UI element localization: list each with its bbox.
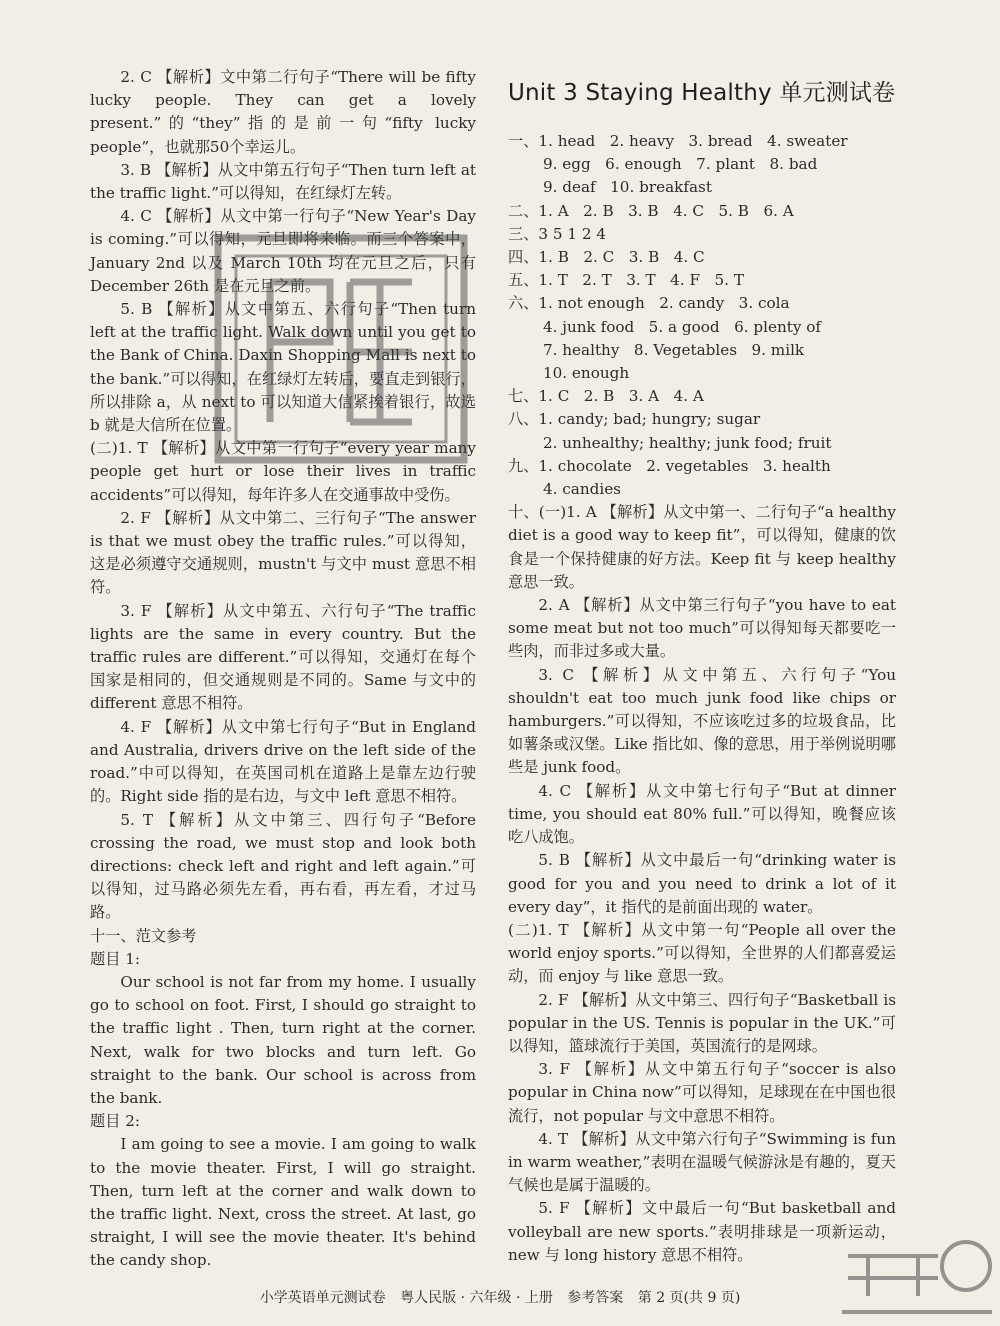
- right-paragraph: 4. T 【解析】从文中第六行句子“Swimming is fun in warm weather,”表明在温暖气候游泳是有趣的，夏天气候也是属于温暖的。: [508, 1129, 896, 1195]
- right-paragraph: 5. B 【解析】从文中最后一句“drinking water is good for you and you need to drink a lot of it every day”，it 指代的是前面出现的 water。: [508, 851, 896, 916]
- left-paragraph: 5. T 【解析】从文中第三、四行句子“Before crossing the road, we must stop and look both directions: check left and right and left again.”可以得知，过马路必须先左看，再右看，再左看，才过马路。: [90, 810, 476, 922]
- answer-line: 10. enough: [542, 364, 630, 383]
- unit-title: Unit 3 Staying Healthy 单元测试卷: [508, 80, 896, 106]
- answer-line: 一、1. head 2. heavy 3. bread 4. sweater: [508, 132, 848, 150]
- right-paragraph: 3. F 【解析】从文中第五行句子“soccer is also popular in China now”可以得知，足球现在在中国也很流行，not popular 与文中意思不相符。: [508, 1060, 896, 1125]
- right-paragraph: 3. C 【解析】从文中第五、六行句子“You shouldn't eat too much junk food like chips or hamburgers.”可以得知，不应该吃过多的垃圾食品，比如薯条或汉堡。Like 指比如、像的意思，用于举例说明哪些是 junk food。: [508, 665, 896, 777]
- answer-line: 五、1. T 2. T 3. T 4. F 5. T: [508, 271, 744, 290]
- footer-book-title: 小学英语单元测试卷: [259, 1290, 386, 1306]
- left-paragraph: 4. F 【解析】从文中第七行句子“But in England and Australia, drivers drive on the left side of the road.”中可以得知，在英国司机在道路上是靠左边行驶的。Right side 指的是右边，与文中 left 意思不相符。: [90, 717, 476, 806]
- answer-line: 9. deaf 10. breakfast: [542, 178, 712, 197]
- answer-line: 7. healthy 8. Vegetables 9. milk: [542, 340, 805, 359]
- left-paragraph: 4. C 【解析】从文中第一行句子“New Year's Day is coming.”可以得知，元旦即将来临。而三个答案中，January 2nd 以及 March 10th 均在元旦之后，只有 December 26th 是在元旦之前。: [90, 207, 476, 295]
- essay-topic-label: 题目 2:: [90, 1112, 140, 1131]
- answer-line: 九、1. chocolate 2. vegetables 3. health: [508, 456, 831, 475]
- right-paragraph: 5. F 【解析】文中最后一句“But basketball and volleyball are new sports.”表明排球是一项新运动，new 与 long history 意思不相符。: [508, 1199, 896, 1264]
- section-heading: 十一、范文参考: [90, 926, 197, 945]
- answer-line: 9. egg 6. enough 7. plant 8. bad: [542, 155, 818, 174]
- left-paragraph: 2. F 【解析】从文中第二、三行句子“The answer is that we must obey the traffic rules.”可以得知，这是必须遵守交通规则，mustn't 与文中 must 意思不相符。: [90, 508, 476, 597]
- answer-line: 2. unhealthy; healthy; junk food; fruit: [542, 433, 832, 452]
- left-paragraph: (二)1. T 【解析】从文中第一行句子“every year many people get hurt or lose their lives in traffic accidents”可以得知，每年许多人在交通事故中受伤。: [90, 439, 476, 504]
- answer-line: 4. candies: [542, 480, 621, 499]
- answer-line: 三、3 5 1 2 4: [508, 224, 606, 243]
- right-paragraph: 十、(一)1. A 【解析】从文中第一、二行句子“a healthy diet is a good way to keep fit”，可以得知，健康的饮食是一个保持健康的好方法。Keep fit 与 keep healthy 意思一致。: [508, 503, 896, 591]
- essay-text: Our school is not far from my home. I usually go to school on foot. First, I should go straight to the traffic light . Then, turn right at the corner. Next, walk for two blocks and turn left. Go straight to the bank. Our school is across from the bank.: [90, 972, 476, 1107]
- right-paragraph: 2. F 【解析】从文中第三、四行句子“Basketball is popular in the US. Tennis is popular in the UK.”可以得知，篮球流行于美国，英国流行的是网球。: [508, 990, 896, 1055]
- answer-line: 六、1. not enough 2. candy 3. cola: [508, 294, 790, 313]
- footer-section: 参考答案: [567, 1290, 624, 1306]
- right-paragraph: 2. A 【解析】从文中第三行句子“you have to eat some meat but not too much”可以得知每天都要吃一些肉，而非过多或大量。: [508, 596, 896, 661]
- answer-line: 4. junk food 5. a good 6. plenty of: [542, 317, 822, 336]
- left-paragraph: 5. B 【解析】从文中第五、六行句子“Then turn left at the traffic light. Walk down until you get to the Bank of China. Daxin Shopping Mall is next to the bank.”可以得知，在红绿灯左转后，要直走到银行，所以排除 a，从 next to 可以知道大信紧挨着银行，故选 b 就是大信所在位置。: [90, 300, 476, 435]
- page-footer: [0, 1288, 1000, 1308]
- answer-line: 八、1. candy; bad; hungry; sugar: [508, 410, 761, 429]
- left-paragraph: 2. C 【解析】文中第二行句子“There will be fifty lucky people. They can get a lovely present.”的“they”指的是前一句“fifty lucky people”，也就那50个幸运儿。: [90, 68, 476, 156]
- footer-page-number: 第 2 页(共 9 页): [637, 1290, 741, 1306]
- left-column: [90, 66, 476, 1273]
- right-paragraph: 4. C 【解析】从文中第七行句子“But at dinner time, you should eat 80% full.”可以得知，晚餐应该吃八成饱。: [508, 781, 896, 847]
- answer-line: 四、1. B 2. C 3. B 4. C: [508, 248, 705, 267]
- answer-line: 二、1. A 2. B 3. B 4. C 5. B 6. A: [508, 201, 794, 220]
- left-paragraph: 3. F 【解析】从文中第五、六行句子“The traffic lights are the same in every country. But the traffic rules are different.”可以得知，交通灯在每个国家是相同的，但交通规则是不同的。Same 与文中的 different 意思不相符。: [90, 601, 476, 713]
- right-paragraph: (二)1. T 【解析】从文中第一句“People all over the world enjoy sports.”可以得知，全世界的人们都喜爱运动，而 enjoy 与 like 意思一致。: [508, 920, 896, 986]
- left-paragraph: 3. B 【解析】从文中第五行句子“Then turn left at the traffic light.”可以得知，在红绿灯左转。: [90, 160, 476, 203]
- right-column: [508, 66, 896, 1267]
- footer-edition: 粤人民版 · 六年级 · 上册: [400, 1290, 553, 1306]
- essay-text: I am going to see a movie. I am going to walk to the movie theater. First, I will go straight. Then, turn left at the corner and walk down to the traffic light. Next, cross the street. At last, go straight, I will see the movie theater. It's behind the candy shop.: [90, 1135, 476, 1270]
- essay-topic-label: 题目 1:: [90, 949, 140, 968]
- answer-line: 七、1. C 2. B 3. A 4. A: [508, 387, 704, 406]
